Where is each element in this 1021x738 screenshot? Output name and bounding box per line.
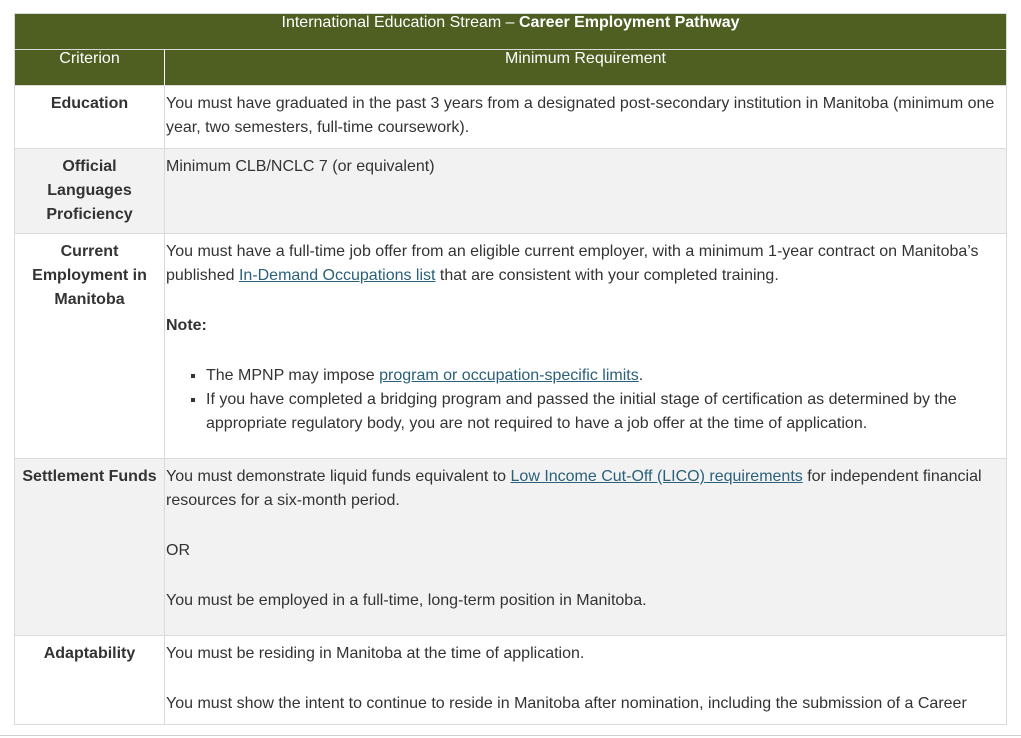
adaptability-text-2: You must show the intent to continue to reside in Manitoba after nomination, including the submission of a Career (166, 695, 967, 712)
funds-or: OR (166, 542, 190, 559)
table-row-employment (15, 234, 1007, 459)
spacer (166, 288, 996, 314)
funds-text-after: for independent financial resources for a six-month period. (166, 468, 982, 509)
funds-alternative: You must be employed in a full-time, long-term position in Manitoba. (166, 592, 647, 609)
criterion-language-line3: Proficiency (46, 206, 133, 223)
note-item-limits-after: . (638, 367, 644, 384)
column-header-criterion: Criterion (15, 50, 165, 86)
table-row-funds (15, 459, 1007, 636)
note-item-limits (206, 364, 996, 388)
employment-text-before: You must have a full-time job offer from an eligible current employer, with a minimum 1-year contract on Manitoba’s published (166, 243, 979, 284)
note-item-bridging: ▪ If you have completed a bridging program and passed the initial stage of certification as determined by the appropriate regulatory body, you are not required to have a job offer at the time of application. (206, 388, 996, 436)
criterion-language-line2: Languages (47, 182, 132, 199)
program-limits-link[interactable]: program or occupation-specific limits (379, 367, 639, 384)
note-list (166, 364, 996, 436)
table-title-prefix: International Education Stream – (281, 14, 519, 31)
table-row-adaptability (15, 636, 1007, 725)
requirement-funds (165, 459, 1007, 636)
adaptability-text-1: You must be residing in Manitoba at the time of application. (166, 645, 585, 662)
funds-paragraph (166, 465, 996, 513)
note-label: Note: (166, 317, 207, 334)
employment-text-after: that are consistent with your completed training. (435, 267, 779, 284)
criterion-employment (15, 234, 165, 459)
criterion-funds: Settlement Funds (15, 459, 165, 636)
viewport-bottom-rule (0, 735, 1021, 736)
requirement-adaptability (165, 636, 1007, 725)
requirements-table (14, 13, 1007, 725)
table-row-education (15, 86, 1007, 149)
criterion-language-line1: Official (62, 158, 117, 175)
spacer (166, 563, 996, 589)
table-title-bold: Career Employment Pathway (518, 14, 740, 31)
table-title-row (15, 14, 1007, 50)
table-title (15, 14, 1007, 50)
criterion-employment-line2: Employment in (32, 267, 147, 284)
lico-requirements-link[interactable]: Low Income Cut-Off (LICO) requirements (510, 468, 803, 485)
requirements-section (14, 13, 1006, 725)
spacer (166, 338, 996, 364)
requirement-education: You must have graduated in the past 3 years from a designated post-secondary institution in Manitoba (minimum one year, two semesters, full-time coursework). (165, 86, 1007, 149)
criterion-adaptability: Adaptability (15, 636, 165, 725)
requirement-language: Minimum CLB/NCLC 7 (or equivalent) (165, 149, 1007, 234)
in-demand-occupations-link[interactable]: In-Demand Occupations list (238, 267, 436, 284)
table-header-row (15, 50, 1007, 86)
table-row-language (15, 149, 1007, 234)
column-header-requirement: Minimum Requirement (165, 50, 1007, 86)
note-item-limits-before: The MPNP may impose (206, 367, 380, 384)
criterion-employment-line3: Manitoba (54, 291, 125, 308)
criterion-employment-line1: Current (60, 243, 119, 260)
funds-text-before: You must demonstrate liquid funds equivalent to (166, 468, 511, 485)
criterion-language (15, 149, 165, 234)
employment-paragraph (166, 240, 996, 288)
criterion-education: Education (15, 86, 165, 149)
requirement-employment (165, 234, 1007, 459)
spacer (166, 513, 996, 539)
spacer (166, 666, 996, 692)
